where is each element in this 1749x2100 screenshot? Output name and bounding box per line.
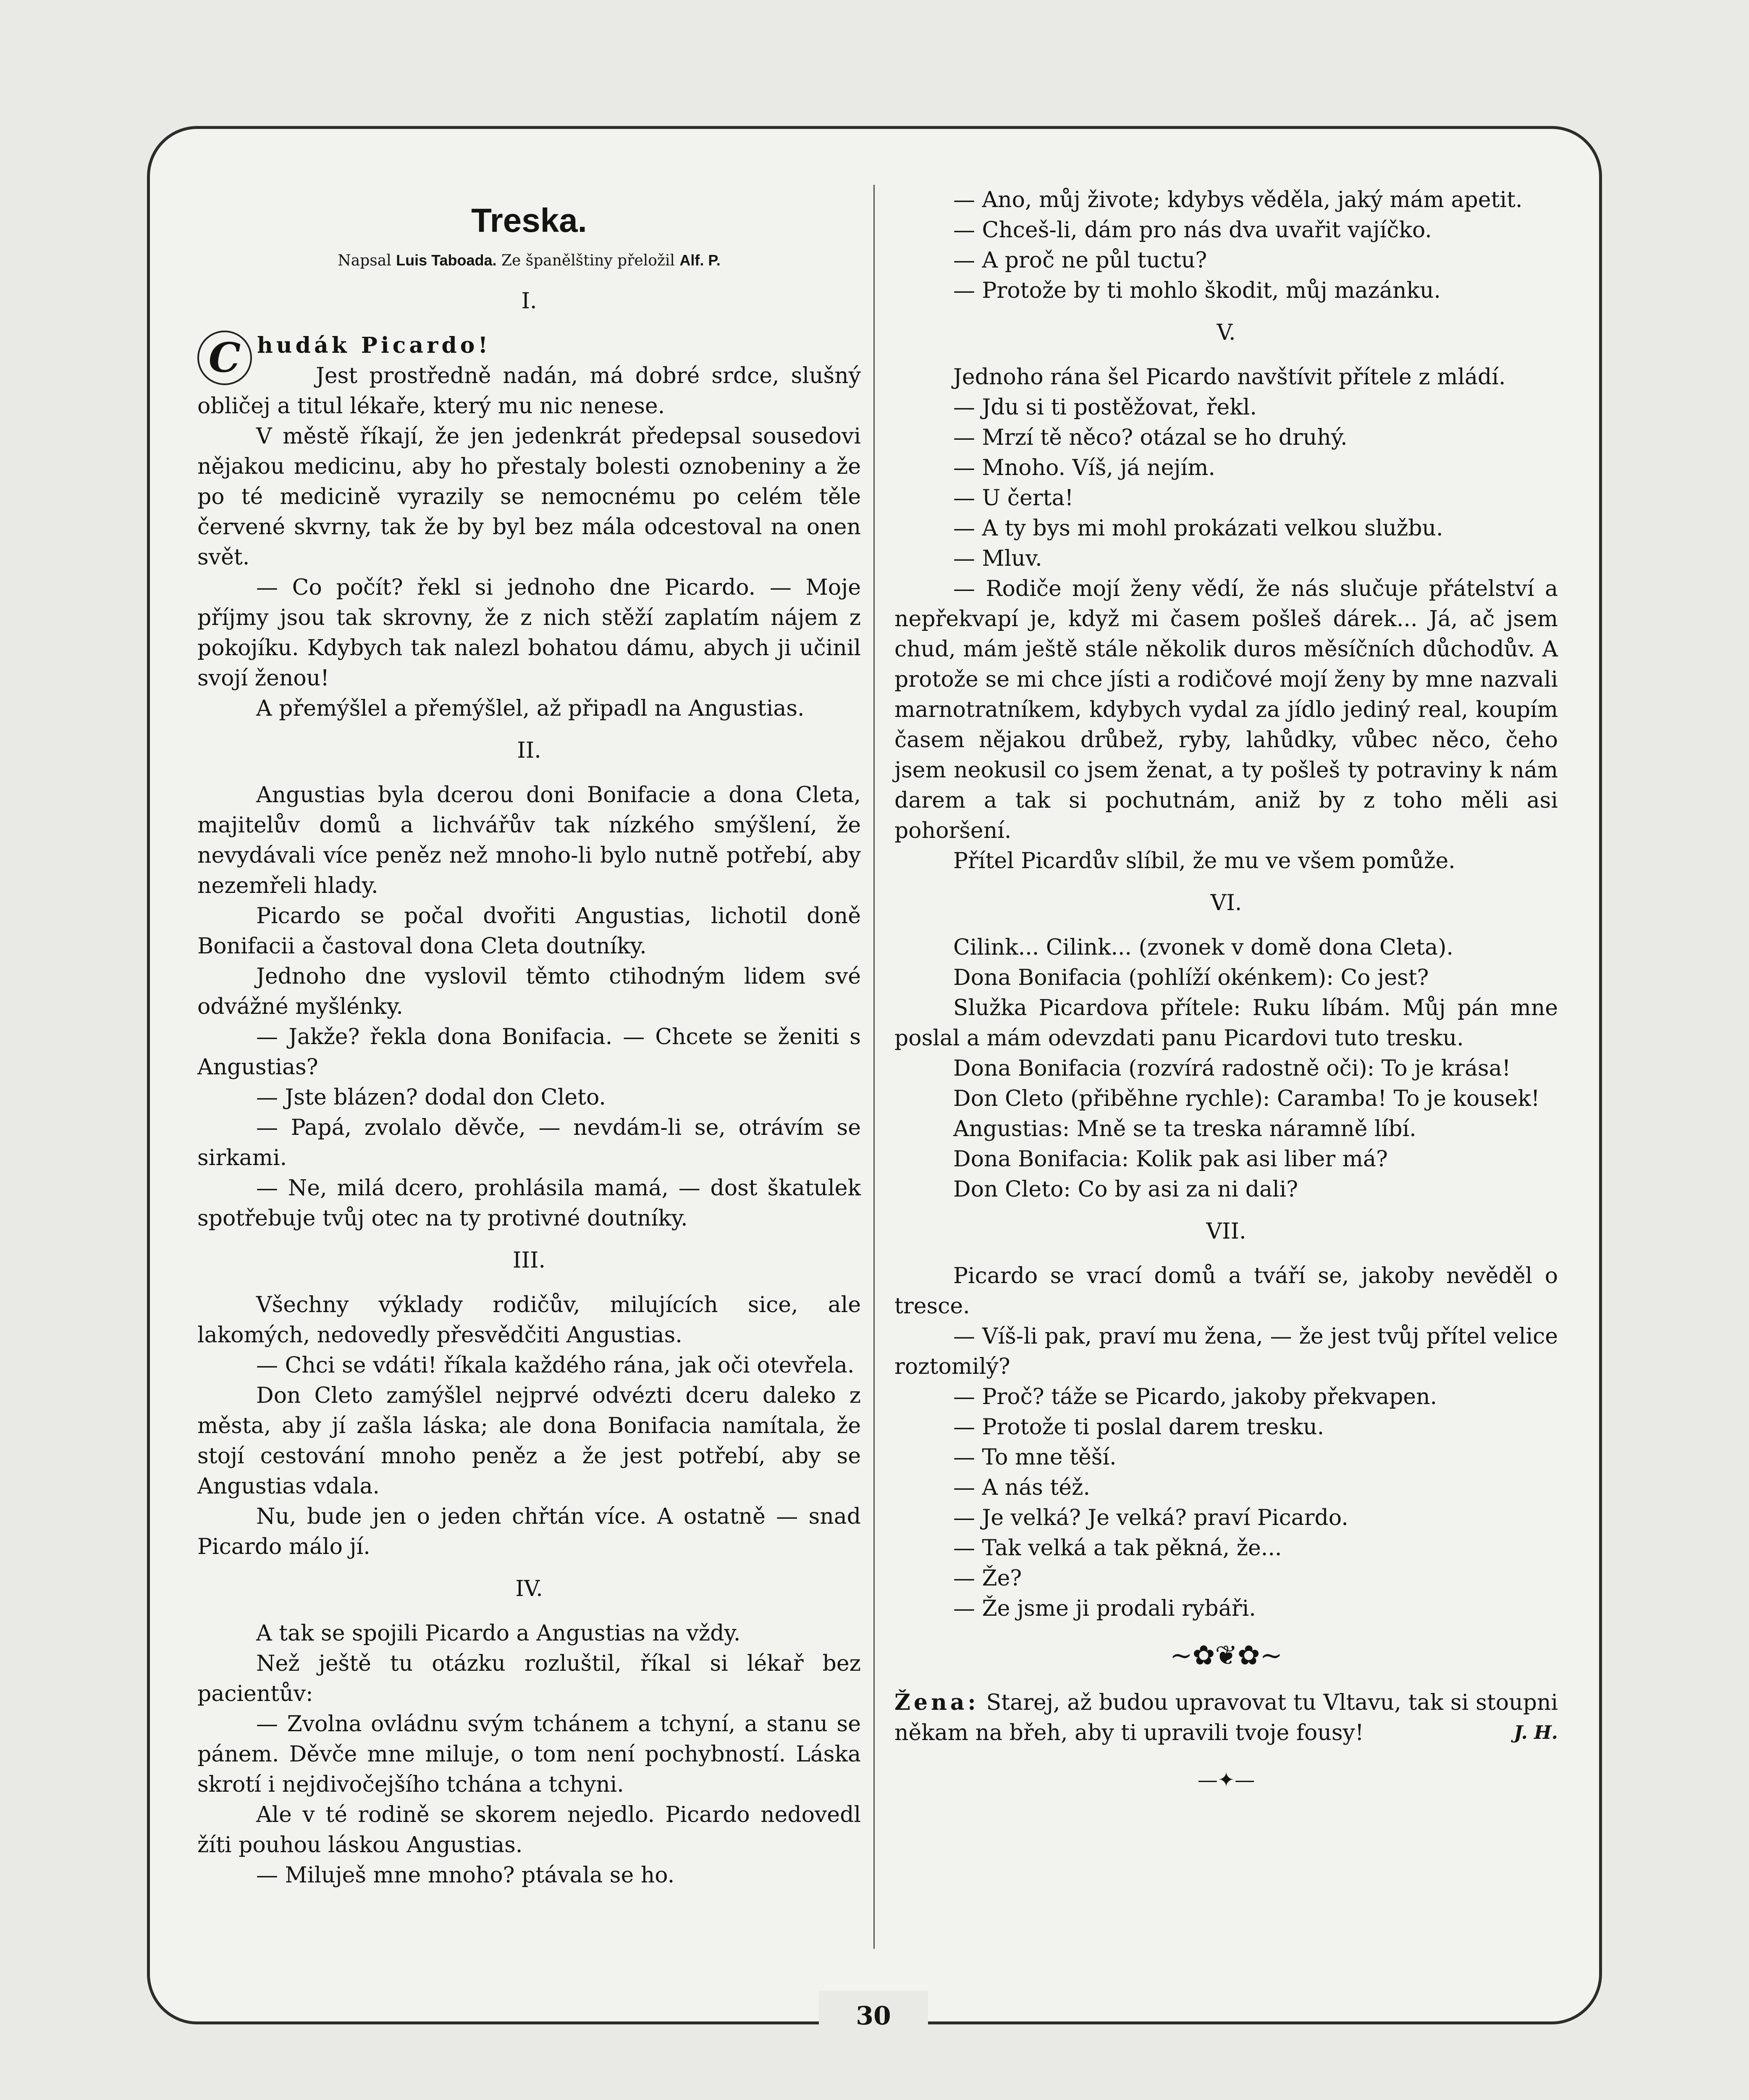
section-heading-iv: IV. (515, 1576, 543, 1601)
paragraph: Don Cleto zamýšlel nejprvé odvézti dceru daleko z města, aby jí zašla láska; ale dona Bonifacia namítala, že stojí cestování mnoho peněz a že jest potřebí, aby se Angustias vdala. (197, 1383, 861, 1499)
paragraph: — Ne, milá dcero, prohlásila mamá, — dost škatulek spotřebuje tvůj otec na ty protivné doutníky. (197, 1176, 861, 1231)
paragraph: Jest prostředně nadán, má dobré srdce, slušný obličej a titul lékaře, který mu nic nenese. (197, 363, 861, 419)
paragraph: — Jdu si ti postěžovat, řekl. (953, 395, 1257, 420)
paragraph: — Mluv. (953, 546, 1042, 571)
paragraph: Dona Bonifacia (pohlíží okénkem): Co jest? (953, 965, 1429, 990)
section-heading-vii: VII. (1206, 1219, 1246, 1244)
paragraph (197, 331, 861, 381)
opening-line: hudák Picardo! (257, 333, 491, 358)
paragraph: Ale v té rodině se skorem nejedlo. Picardo nedovedl žíti pouhou láskou Angustias. (197, 1802, 861, 1858)
joke-paragraph (894, 1688, 1558, 1748)
paragraph: — Tak velká a tak pěkná, že... (953, 1536, 1282, 1561)
joke-speaker: Žena: (894, 1690, 979, 1715)
byline-middle: Ze španělštiny přeložil (501, 252, 675, 269)
paragraph: Služka Picardova přítele: Ruku líbám. Můj pán mne poslal a mám odevzdati panu Picardovi tuto tresku. (894, 995, 1558, 1051)
section-heading-ii: II. (517, 738, 541, 763)
paragraph: — Chci se vdáti! říkala každého rána, jak oči otevřela. (256, 1353, 855, 1378)
paragraph: — Jakže? řekla dona Bonifacia. — Chcete se ženiti s Angustias? (197, 1024, 861, 1080)
article-title: Treska. (471, 202, 587, 239)
paragraph: Přítel Picardův slíbil, že mu ve všem pomůže. (953, 848, 1455, 874)
section-heading-i: I. (521, 289, 537, 314)
paragraph: — Že? (953, 1566, 1022, 1591)
byline (197, 248, 861, 273)
paragraph: Jednoho dne vyslovil těmto ctihodným lidem své odvážné myšlénky. (197, 964, 861, 1019)
paragraph: — Jste blázen? dodal don Cleto. (256, 1085, 606, 1110)
end-mark: —✦— (1197, 1768, 1255, 1792)
paragraph: — Co počít? řekl si jednoho dne Picardo. — Moje příjmy jsou tak skrovny, že z nich stěží zaplatím nájem z pokojíku. Kdybych tak nalezl bohatou dámu, abych ji učinil svojí ženou! (197, 575, 861, 691)
joke-signature: J. H. (1514, 1722, 1558, 1743)
translator-name: Alf. P. (679, 252, 721, 269)
paragraph: Picardo se počal dvořiti Angustias, lichotil doně Bonifacii a častoval dona Cleta doutníky. (197, 903, 861, 959)
paragraph: — Rodiče mojí ženy vědí, že nás slučuje přátelství a nepřekvapí je, když mi časem pošleš dárek... Já, ač jsem chud, mám ještě stále několik duros měsíčních důchodův. A protože se mi chce jísti a rodičové mojí ženy by mne nazvali marnotratníkem, kdybych vydal za jídlo jediný real, koupím časem nějakou drůbež, ryby, lahůdky, vůbec něco, čeho jsem neokusil co jsem ženat, a ty pošleš ty potraviny k nám darem a tak si pochutnám, aniž by z toho měli asi pohoršení. (894, 576, 1558, 843)
paragraph: — Ano, můj živote; kdybys věděla, jaký mám apetit. (953, 187, 1523, 213)
paragraph: Dona Bonifacia: Kolik pak asi liber má? (953, 1147, 1388, 1172)
paragraph: — Je velká? Je velká? praví Picardo. (953, 1505, 1348, 1530)
paragraph: Angustias byla dcerou doni Bonifacie a dona Cleta, majitelův domů a lichvářův tak nízkého smýšlení, že nevydávali více peněz než mnoho-li bylo nutně potřebí, aby nezemřeli hlady. (197, 782, 861, 898)
paragraph: — A proč ne půl tuctu? (953, 248, 1207, 273)
paragraph: — Papá, zvolalo děvče, — nevdám-li se, otrávím se sirkami. (197, 1115, 861, 1171)
paragraph: — A ty bys mi mohl prokázati velkou službu. (953, 516, 1443, 541)
page-number: 30 (819, 1991, 928, 2041)
paragraph: — Mnoho. Víš, já nejím. (953, 455, 1215, 480)
paragraph: — Protože by ti mohlo škodit, můj mazánku. (953, 278, 1441, 303)
paragraph: — Mrzí tě něco? otázal se ho druhý. (953, 425, 1348, 450)
paragraph: — Protože ti poslal darem tresku. (953, 1415, 1324, 1440)
paragraph: Picardo se vrací domů a tváří se, jakoby nevěděl o tresce. (894, 1263, 1558, 1319)
paragraph: Všechny výklady rodičův, milujících sice, ale lakomých, nedovedly přesvědčiti Angustias. (197, 1292, 861, 1348)
joke-text: Starej, až budou upravovat tu Vltavu, tak si stoupni někam na břeh, aby ti upravili tvoje fousy! (894, 1690, 1558, 1746)
paragraph: Jednoho rána šel Picardo navštívit přítele z mládí. (953, 365, 1506, 390)
paragraph: Cilink... Cilink... (zvonek v domě dona Cleta). (953, 935, 1453, 960)
paragraph: A přemýšlel a přemýšlel, až připadl na Angustias. (256, 696, 805, 721)
ornament-divider: ~✿❦✿~ (1169, 1640, 1283, 1671)
paragraph: — Proč? táže se Picardo, jakoby překvapen. (953, 1384, 1437, 1410)
right-column (894, 185, 1558, 1795)
paragraph: Dona Bonifacia (rozvírá radostně oči): To je krása! (953, 1056, 1511, 1081)
paragraph: Než ještě tu otázku rozluštil, říkal si lékař bez pacientův: (197, 1651, 861, 1706)
section-heading-v: V. (1217, 320, 1236, 345)
left-column (197, 185, 861, 1890)
paragraph: Don Cleto: Co by asi za ni dali? (953, 1177, 1298, 1202)
drop-cap: C (197, 331, 252, 385)
paragraph: — To mne těší. (953, 1445, 1117, 1470)
column-divider (873, 185, 875, 1949)
byline-prefix: Napsal (338, 252, 391, 269)
section-heading-iii: III. (512, 1248, 546, 1273)
paragraph: — Že jsme ji prodali rybáři. (953, 1596, 1256, 1621)
section-heading-vi: VI. (1210, 890, 1242, 916)
paragraph: — Chceš-li, dám pro nás dva uvařit vajíčko. (953, 218, 1432, 243)
paragraph: — A nás též. (953, 1475, 1090, 1500)
paragraph: A tak se spojili Picardo a Angustias na vždy. (256, 1621, 741, 1646)
author-name: Luis Taboada. (396, 252, 497, 269)
paragraph: Don Cleto (přiběhne rychle): Caramba! To je kousek! (953, 1086, 1540, 1111)
paragraph: — Víš-li pak, praví mu žena, — že jest tvůj přítel velice roztomilý? (894, 1324, 1558, 1379)
paragraph: — Miluješ mne mnoho? ptávala se ho. (256, 1863, 675, 1888)
paragraph: Nu, bude jen o jeden chřtán více. A ostatně — snad Picardo málo jí. (197, 1504, 861, 1559)
paragraph: — U čerta! (953, 486, 1074, 511)
paragraph: V městě říkají, že jen jedenkrát předepsal sousedovi nějakou medicinu, aby ho přestaly bolesti oznobeniny a že po té medicině vyrazily se nemocnému po celém těle červené skvrny, tak že by byl bez mála odcestoval na onen svět. (197, 424, 861, 570)
paragraph: Angustias: Mně se ta treska náramně líbí. (953, 1116, 1416, 1142)
paragraph: — Zvolna ovládnu svým tchánem a tchyní, a stanu se pánem. Děvče mne miluje, o tom není pochybností. Láska skrotí i nejdivočejšího tchána a tchyni. (197, 1712, 861, 1797)
